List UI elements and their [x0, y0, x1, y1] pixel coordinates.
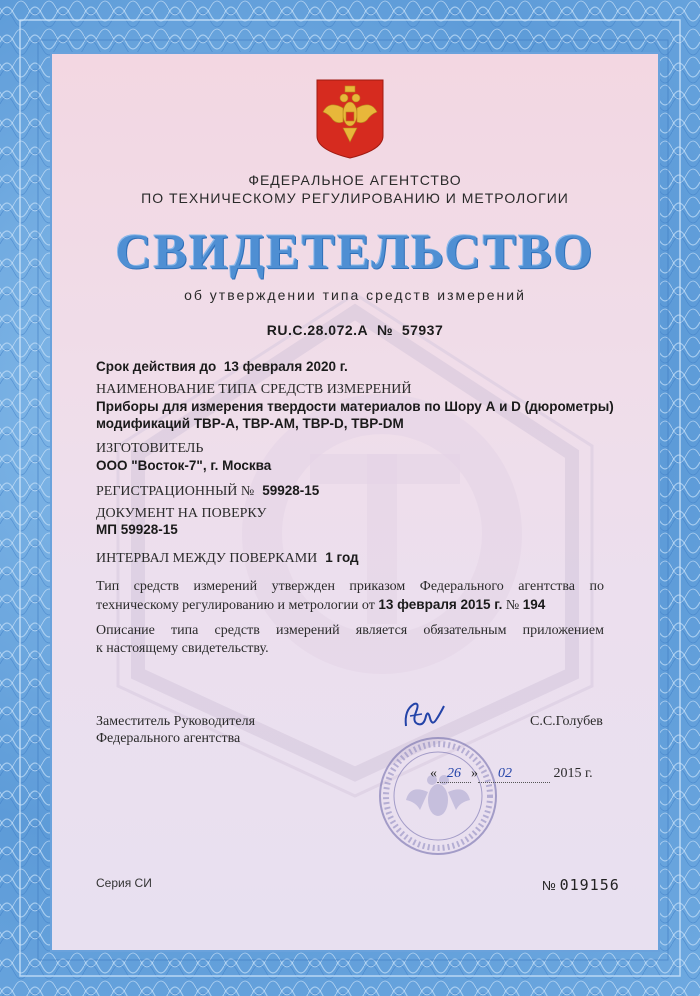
signatory-position-line1: Заместитель Руководителя — [96, 714, 256, 729]
serial-number — [542, 876, 620, 894]
registration-line — [96, 482, 319, 500]
signature-date-month: 02 — [478, 766, 550, 783]
signature-date: « 26 » 02 2015 г. — [430, 766, 593, 781]
certificate-number — [52, 322, 658, 338]
document-title: СВИДЕТЕЛЬСТВО — [115, 223, 595, 279]
signatory-position-line2: Федерального агентства — [96, 731, 241, 746]
verification-doc-label: ДОКУМЕНТ НА ПОВЕРКУ — [96, 506, 267, 521]
approval-line1: Тип средств измерений утвержден приказом Федерального агентства по — [96, 579, 604, 594]
approval-date: 13 февраля 2015 г. — [378, 597, 503, 612]
measurement-type-label: НАИМЕНОВАНИЕ ТИПА СРЕДСТВ ИЗМЕРЕНИЙ — [96, 382, 412, 397]
interval-label: ИНТЕРВАЛ МЕЖДУ ПОВЕРКАМИ — [96, 551, 318, 566]
certificate-number-sign: № — [376, 322, 394, 338]
background-watermark — [52, 54, 658, 950]
serial-number-sign: № — [542, 878, 556, 893]
approval-number: 194 — [522, 597, 546, 612]
validity-label: Срок действия до — [96, 359, 217, 374]
official-stamp — [376, 734, 500, 858]
registration-label: РЕГИСТРАЦИОННЫЙ № — [96, 484, 255, 499]
manufacturer-value: ООО "Восток-7", г. Москва — [96, 458, 272, 473]
series-label: Серия СИ — [96, 876, 152, 890]
document-subtitle: об утверждении типа средств измерений — [184, 287, 526, 303]
verification-doc-value: МП 59928-15 — [96, 522, 178, 537]
certificate-number-value: 57937 — [401, 322, 444, 338]
interval-line — [96, 549, 359, 567]
approval-line2 — [96, 596, 604, 615]
registration-value: 59928-15 — [262, 483, 320, 498]
validity-line — [96, 359, 348, 374]
serial-number-value: 019156 — [559, 876, 620, 894]
description-line1: Описание типа средств измерений является обязательным приложением — [96, 623, 604, 638]
description-line2: к настоящему свидетельству. — [96, 641, 269, 656]
russian-coat-of-arms-icon — [315, 78, 385, 160]
certificate-paper — [50, 52, 660, 952]
handwritten-signature — [400, 696, 450, 736]
certificate-number-prefix: RU.C.28.072.A — [266, 322, 369, 338]
approval-number-sign: № — [505, 598, 520, 613]
agency-name-line2: ПО ТЕХНИЧЕСКОМУ РЕГУЛИРОВАНИЮ И МЕТРОЛОГИИ — [141, 190, 569, 206]
manufacturer-label: ИЗГОТОВИТЕЛЬ — [96, 441, 204, 456]
signature-date-day: 26 — [437, 766, 471, 783]
measurement-type-line1: Приборы для измерения твердости материалов по Шору А и D (дюрометры) — [96, 399, 614, 414]
signature-date-year: 2015 г. — [553, 766, 593, 781]
interval-value: 1 год — [325, 550, 359, 565]
signatory-name: С.С.Голубев — [530, 714, 603, 729]
agency-name-line1: ФЕДЕРАЛЬНОЕ АГЕНТСТВО — [248, 172, 462, 188]
measurement-type-line2: модификаций ТВР-А, ТВР-АМ, ТВР-D, ТВР-DM — [96, 416, 404, 431]
approval-text2: техническому регулированию и метрологии от — [96, 598, 375, 613]
validity-date: 13 февраля 2020 г. — [223, 359, 348, 374]
